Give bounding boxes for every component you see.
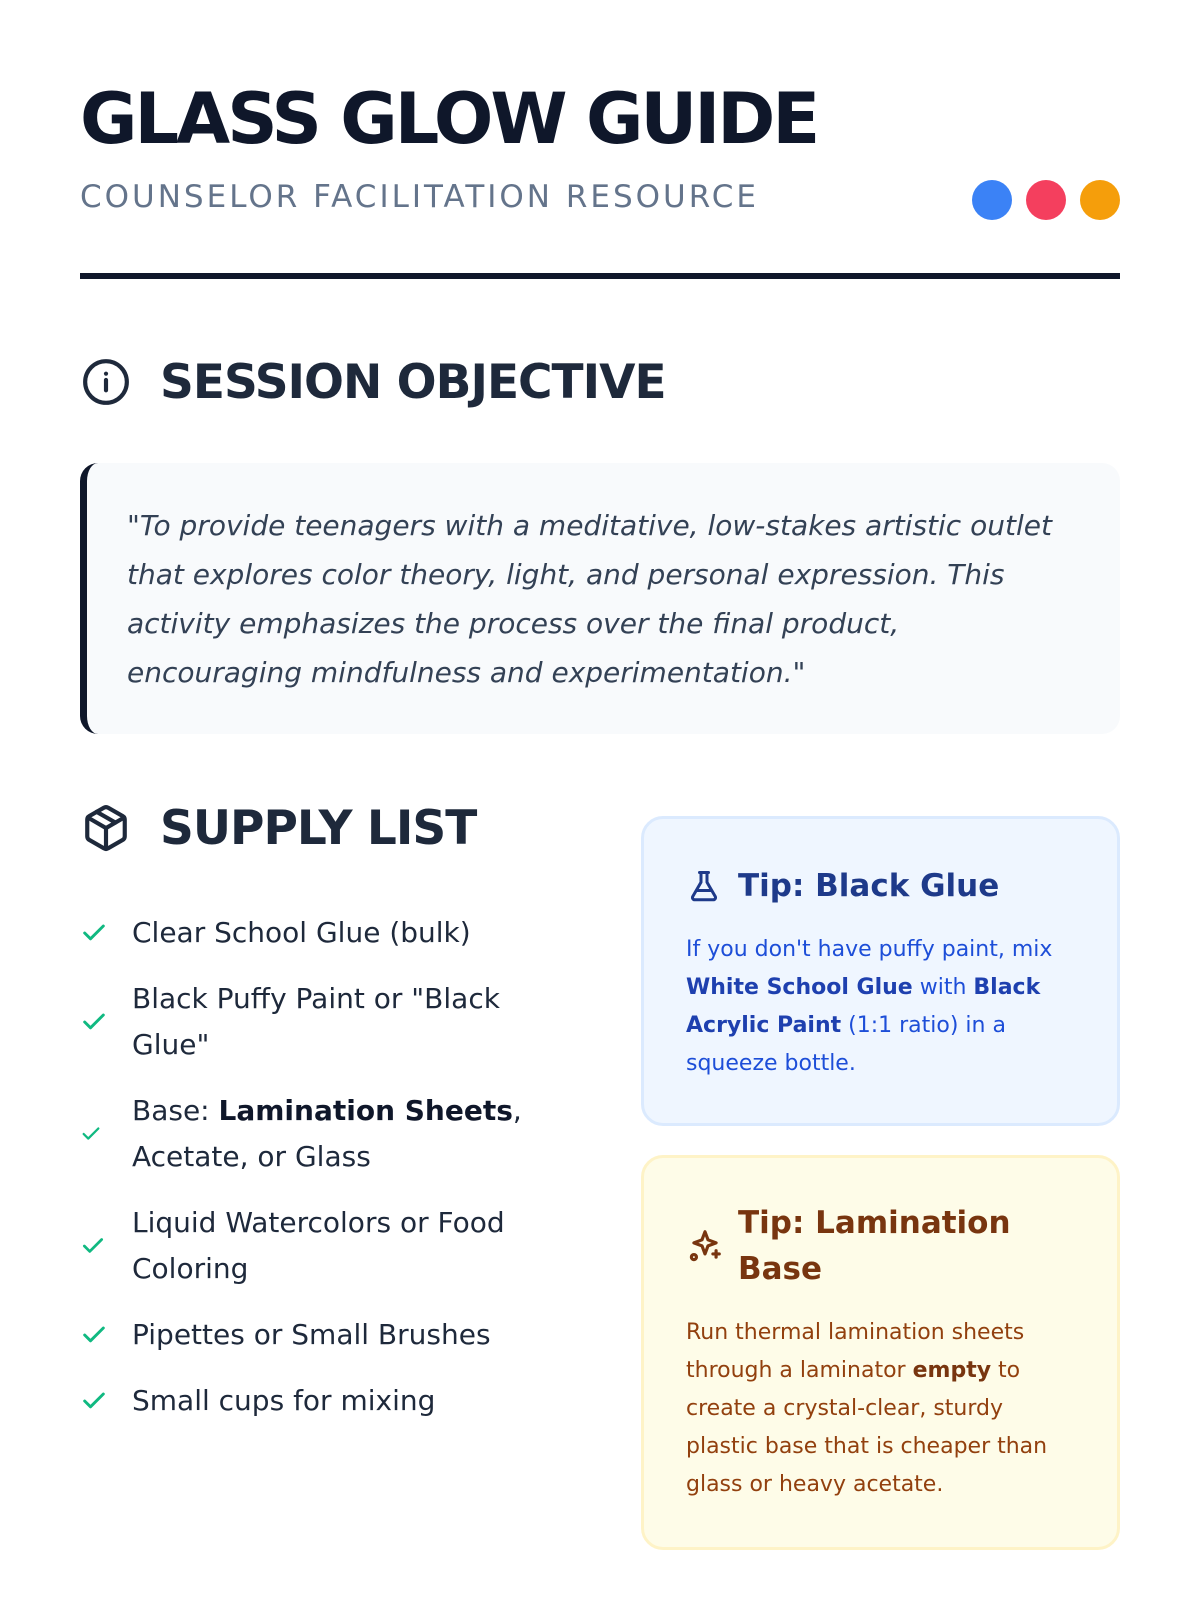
list-item [80, 1378, 540, 1424]
supplies-heading-label: SUPPLY LIST [160, 800, 477, 856]
check-icon [80, 1321, 112, 1349]
check-icon [80, 1123, 112, 1145]
tip-text: to create a crystal-clear, sturdy plastic base that is cheaper than glass or heavy acetate. [686, 1358, 1048, 1497]
supply-item-bold: Lamination Sheets [218, 1094, 513, 1127]
supply-list [80, 910, 540, 1444]
list-item [80, 976, 540, 1068]
check-icon [80, 919, 112, 947]
tip-text: (1:1 ratio) in a squeeze bottle. [686, 1013, 1006, 1076]
red-dot [1026, 180, 1066, 220]
supply-item-text [132, 1088, 540, 1180]
blue-dot [972, 180, 1012, 220]
orange-dot [1080, 180, 1120, 220]
page-title: GLASS GLOW GUIDE [80, 78, 818, 160]
flask-icon [686, 868, 726, 904]
header-divider [80, 273, 1120, 279]
check-icon [80, 1008, 112, 1036]
objective-heading [80, 352, 666, 412]
check-icon [80, 1387, 112, 1415]
objective-quote: "To provide teenagers with a meditative, low-stakes artistic outlet that explores color theory, light, and personal expression. This activity emphasizes the process over the final product, encouraging mindfulness and experimentation." [127, 509, 1052, 689]
supply-item-text: Black Puffy Paint or "Black Glue" [132, 982, 500, 1061]
page-subtitle: COUNSELOR FACILITATION RESOURCE [80, 179, 759, 215]
check-icon [80, 1233, 112, 1259]
tip-lamination-title: Tip: Lamination Base [738, 1205, 1011, 1287]
tip-bold: Black Acrylic Paint [686, 975, 1041, 1038]
color-dots [972, 180, 1120, 220]
supplies-heading [80, 798, 476, 858]
tip-lamination-body [686, 1314, 1081, 1504]
supply-item-text: Small cups for mixing [132, 1384, 436, 1417]
list-item [80, 1200, 540, 1292]
tip-text: Run thermal lamination sheets through a laminator [686, 1320, 1025, 1383]
objective-quote-box [80, 463, 1120, 734]
page [80, 0, 1120, 1600]
tip-black-glue-body [686, 931, 1081, 1083]
supply-item-prefix: Base: [132, 1094, 219, 1127]
supply-item-text: Clear School Glue (bulk) [132, 916, 471, 949]
supply-item-suffix: , Acetate, or Glass [132, 1094, 522, 1173]
supply-item-text: Pipettes or Small Brushes [132, 1318, 491, 1351]
list-item [80, 1312, 540, 1358]
tip-black-glue-title: Tip: Black Glue [738, 868, 1000, 904]
tip-lamination-card [641, 1155, 1120, 1550]
tip-black-glue-card [641, 816, 1120, 1126]
list-item [80, 910, 540, 956]
tip-bold: White School Glue [686, 975, 913, 1000]
tip-text: If you don't have puffy paint, mix [686, 937, 1053, 962]
box-icon [80, 802, 132, 854]
tip-lamination-header [686, 1200, 1081, 1292]
list-item [80, 1088, 540, 1180]
tip-bold: empty [912, 1358, 992, 1383]
tip-text: with [912, 975, 974, 1000]
objective-heading-label: SESSION OBJECTIVE [160, 354, 666, 410]
sparkles-icon [686, 1227, 726, 1265]
supply-item-text: Liquid Watercolors or Food Coloring [132, 1206, 505, 1285]
info-circle-icon [80, 356, 132, 408]
tip-black-glue-header [686, 863, 1081, 909]
